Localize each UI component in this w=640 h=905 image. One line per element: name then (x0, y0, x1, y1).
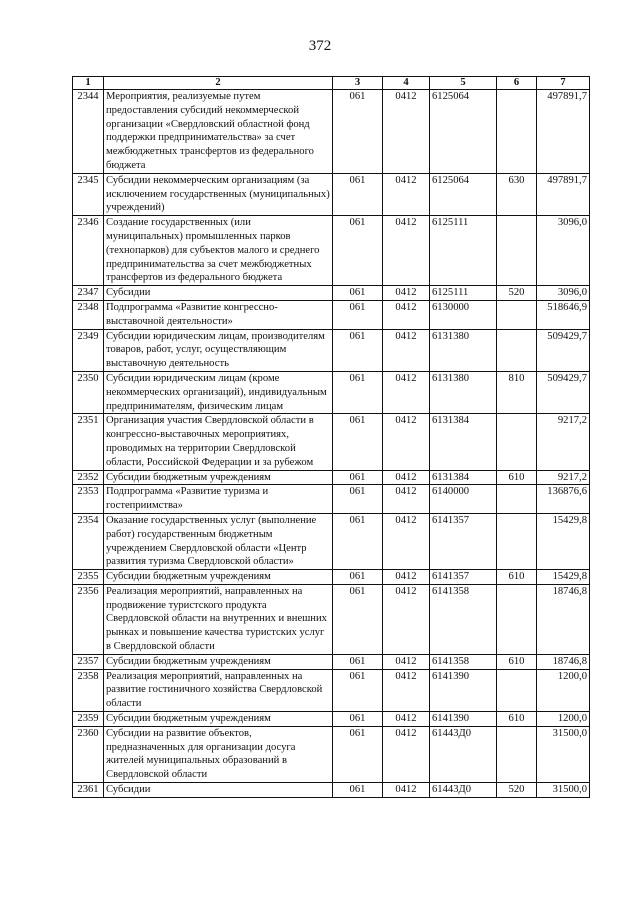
header-col-1: 1 (73, 77, 104, 90)
row-amount: 3096,0 (537, 286, 590, 301)
row-ved: 061 (333, 173, 383, 215)
row-expense-type (497, 513, 537, 569)
row-amount: 509429,7 (537, 329, 590, 371)
table-row (73, 286, 590, 301)
row-amount: 1200,0 (537, 669, 590, 711)
row-expense-type (497, 669, 537, 711)
table-row (73, 470, 590, 485)
row-amount: 3096,0 (537, 216, 590, 286)
row-amount: 509429,7 (537, 371, 590, 413)
row-expense-type (497, 300, 537, 329)
row-name: Субсидии бюджетным учреждениям (104, 470, 333, 485)
row-name: Субсидии (104, 286, 333, 301)
row-section: 0412 (383, 783, 430, 798)
header-col-4: 4 (383, 77, 430, 90)
row-target-article: 61443Д0 (430, 726, 497, 782)
table-row (73, 712, 590, 727)
row-ved: 061 (333, 371, 383, 413)
row-ved: 061 (333, 300, 383, 329)
row-number: 2357 (73, 654, 104, 669)
row-section: 0412 (383, 216, 430, 286)
row-expense-type (497, 329, 537, 371)
row-expense-type (497, 90, 537, 174)
row-ved: 061 (333, 414, 383, 470)
row-ved: 061 (333, 513, 383, 569)
row-name: Подпрограмма «Развитие конгрессно-выставочной деятельности» (104, 300, 333, 329)
row-expense-type (497, 726, 537, 782)
row-amount: 1200,0 (537, 712, 590, 727)
row-ved: 061 (333, 470, 383, 485)
row-amount: 18746,8 (537, 584, 590, 654)
row-ved: 061 (333, 712, 383, 727)
row-number: 2361 (73, 783, 104, 798)
row-target-article: 6125111 (430, 216, 497, 286)
row-ved: 061 (333, 726, 383, 782)
row-number: 2352 (73, 470, 104, 485)
row-name: Субсидии бюджетным учреждениям (104, 712, 333, 727)
row-target-article: 6125064 (430, 90, 497, 174)
table-row (73, 584, 590, 654)
row-number: 2345 (73, 173, 104, 215)
row-number: 2353 (73, 485, 104, 514)
row-number: 2359 (73, 712, 104, 727)
table-row (73, 414, 590, 470)
row-number: 2346 (73, 216, 104, 286)
row-target-article: 6125111 (430, 286, 497, 301)
row-section: 0412 (383, 712, 430, 727)
row-number: 2348 (73, 300, 104, 329)
header-col-6: 6 (497, 77, 537, 90)
table-row (73, 726, 590, 782)
row-ved: 061 (333, 669, 383, 711)
row-number: 2360 (73, 726, 104, 782)
row-target-article: 6131384 (430, 470, 497, 485)
row-name: Субсидии юридическим лицам, производителям товаров, работ, услуг, осуществляющим выставочную деятельность (104, 329, 333, 371)
row-section: 0412 (383, 173, 430, 215)
row-ved: 061 (333, 654, 383, 669)
table-row (73, 513, 590, 569)
table-row (73, 216, 590, 286)
row-name: Подпрограмма «Развитие туризма и гостеприимства» (104, 485, 333, 514)
row-ved: 061 (333, 329, 383, 371)
row-section: 0412 (383, 669, 430, 711)
row-number: 2350 (73, 371, 104, 413)
row-target-article: 6125064 (430, 173, 497, 215)
row-expense-type: 520 (497, 286, 537, 301)
row-amount: 136876,6 (537, 485, 590, 514)
row-number: 2344 (73, 90, 104, 174)
row-expense-type: 630 (497, 173, 537, 215)
row-name: Субсидии (104, 783, 333, 798)
header-col-7: 7 (537, 77, 590, 90)
page-number: 372 (308, 38, 332, 54)
row-amount: 18746,8 (537, 654, 590, 669)
row-name: Мероприятия, реализуемые путем предоставления субсидий некоммерческой организации «Свердловский областной фонд поддержки предпринимательства» за счет межбюджетных трансфертов из федерального бюджета (104, 90, 333, 174)
row-expense-type (497, 414, 537, 470)
header-col-2: 2 (104, 77, 333, 90)
header-col-3: 3 (333, 77, 383, 90)
row-target-article: 6141357 (430, 513, 497, 569)
table-row (73, 669, 590, 711)
row-target-article: 6141357 (430, 570, 497, 585)
row-target-article: 6130000 (430, 300, 497, 329)
row-section: 0412 (383, 90, 430, 174)
row-expense-type (497, 584, 537, 654)
row-number: 2351 (73, 414, 104, 470)
row-expense-type: 610 (497, 654, 537, 669)
table-row (73, 371, 590, 413)
row-section: 0412 (383, 654, 430, 669)
row-name: Оказание государственных услуг (выполнение работ) государственным бюджетным учреждением Свердловской области «Центр развития туризма Свердловской области» (104, 513, 333, 569)
row-amount: 9217,2 (537, 414, 590, 470)
header-col-5: 5 (430, 77, 497, 90)
row-ved: 061 (333, 584, 383, 654)
row-number: 2356 (73, 584, 104, 654)
row-name: Субсидии на развитие объектов, предназначенных для организации досуга жителей муниципальных образований в Свердловской области (104, 726, 333, 782)
row-name: Субсидии бюджетным учреждениям (104, 570, 333, 585)
row-ved: 061 (333, 783, 383, 798)
row-target-article: 6141390 (430, 712, 497, 727)
table-row (73, 783, 590, 798)
row-target-article: 6131380 (430, 371, 497, 413)
row-number: 2358 (73, 669, 104, 711)
row-section: 0412 (383, 485, 430, 514)
table-body (73, 90, 590, 798)
row-amount: 497891,7 (537, 90, 590, 174)
table-row (73, 90, 590, 174)
row-expense-type (497, 485, 537, 514)
row-target-article: 6140000 (430, 485, 497, 514)
row-amount: 31500,0 (537, 783, 590, 798)
row-expense-type: 810 (497, 371, 537, 413)
row-section: 0412 (383, 371, 430, 413)
row-name: Субсидии бюджетным учреждениям (104, 654, 333, 669)
row-ved: 061 (333, 570, 383, 585)
row-expense-type (497, 216, 537, 286)
budget-table (72, 76, 590, 798)
table-row (73, 485, 590, 514)
row-number: 2355 (73, 570, 104, 585)
row-name: Реализация мероприятий, направленных на развитие гостиничного хозяйства Свердловской области (104, 669, 333, 711)
row-ved: 061 (333, 485, 383, 514)
row-target-article: 6141358 (430, 654, 497, 669)
row-ved: 061 (333, 90, 383, 174)
row-target-article: 6141358 (430, 584, 497, 654)
row-section: 0412 (383, 570, 430, 585)
row-target-article: 61443Д0 (430, 783, 497, 798)
row-section: 0412 (383, 300, 430, 329)
row-expense-type: 610 (497, 712, 537, 727)
row-target-article: 6131380 (430, 329, 497, 371)
row-amount: 15429,8 (537, 513, 590, 569)
row-section: 0412 (383, 414, 430, 470)
row-amount: 15429,8 (537, 570, 590, 585)
row-section: 0412 (383, 470, 430, 485)
row-section: 0412 (383, 513, 430, 569)
row-section: 0412 (383, 726, 430, 782)
table-row (73, 329, 590, 371)
row-number: 2347 (73, 286, 104, 301)
row-name: Субсидии некоммерческим организациям (за исключением государственных (муниципальных) учреждений) (104, 173, 333, 215)
table-row (73, 300, 590, 329)
row-ved: 061 (333, 286, 383, 301)
row-amount: 518646,9 (537, 300, 590, 329)
row-ved: 061 (333, 216, 383, 286)
row-amount: 9217,2 (537, 470, 590, 485)
row-target-article: 6141390 (430, 669, 497, 711)
row-expense-type: 520 (497, 783, 537, 798)
row-expense-type: 610 (497, 570, 537, 585)
row-amount: 497891,7 (537, 173, 590, 215)
header-row (73, 77, 590, 90)
row-section: 0412 (383, 584, 430, 654)
row-name: Субсидии юридическим лицам (кроме некоммерческих организаций), индивидуальным предпринимателям, физическим лицам (104, 371, 333, 413)
row-section: 0412 (383, 329, 430, 371)
row-name: Организация участия Свердловской области в конгрессно-выставочных мероприятиях, проводимых на территории Свердловской области, Российской Федерации и за рубежом (104, 414, 333, 470)
table-row (73, 654, 590, 669)
row-number: 2354 (73, 513, 104, 569)
row-section: 0412 (383, 286, 430, 301)
row-target-article: 6131384 (430, 414, 497, 470)
row-amount: 31500,0 (537, 726, 590, 782)
row-expense-type: 610 (497, 470, 537, 485)
row-name: Создание государственных (или муниципальных) промышленных парков (технопарков) для субъектов малого и среднего предпринимательства за счет межбюджетных трансфертов из федерального бюджета (104, 216, 333, 286)
table-row (73, 173, 590, 215)
table-row (73, 570, 590, 585)
row-name: Реализация мероприятий, направленных на продвижение туристского продукта Свердловской области на внутренних и внешних рынках и повышение качества туристских услуг в Свердловской области (104, 584, 333, 654)
table-header (73, 77, 590, 90)
row-number: 2349 (73, 329, 104, 371)
